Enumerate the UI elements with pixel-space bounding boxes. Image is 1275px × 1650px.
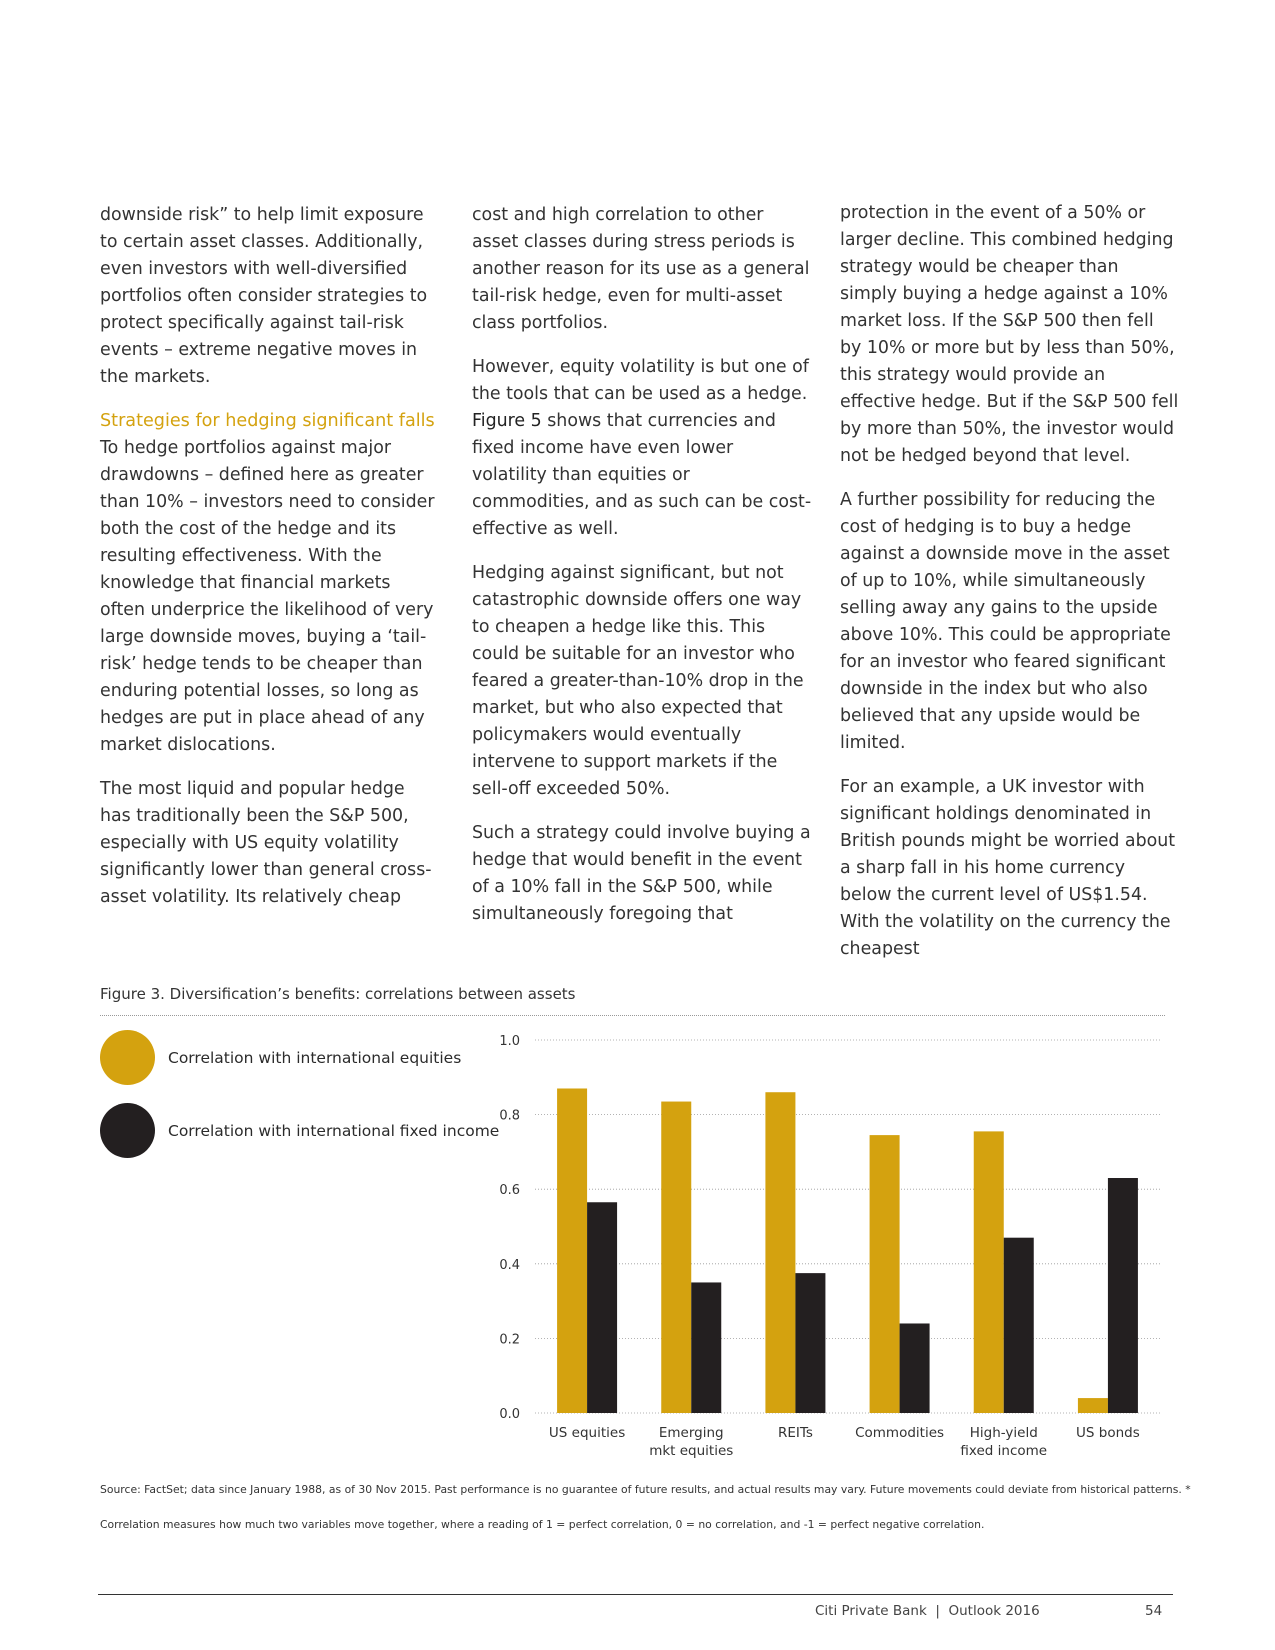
x-tick-label: Emerging xyxy=(658,1425,724,1441)
figure-title: Figure 3. Diversification’s benefits: correlations between assets xyxy=(100,985,576,1003)
page-number: 54 xyxy=(1145,1603,1163,1619)
bar xyxy=(661,1102,691,1413)
bar xyxy=(691,1282,721,1413)
legend-label: Correlation with international equities xyxy=(168,1048,462,1067)
paragraph-text: However, equity volatility is but one of the tools that can be used as a hedge. xyxy=(472,357,809,404)
paragraph: protection in the event of a 50% or larger decline. This combined hedging strategy would be cheaper than simply buying a hedge against a 10% market loss. If the S&P 500 then fell by 10% or more but by less than 50%, this strategy would provide an effective hedge. But if the S&P 500 fell by more than 50%, the investor would not be hedged beyond that level. xyxy=(840,203,1179,466)
paragraph: cost and high correlation to other asset classes during stress periods is another reason for its use as a general tail-risk hedge, even for multi-asset class portfolios. xyxy=(472,205,810,333)
y-tick-label: 0.6 xyxy=(499,1183,520,1199)
paragraph: The most liquid and popular hedge has traditionally been the S&P 500, especially with US equity volatility significantly lower than general cross-asset volatility. Its relatively cheap xyxy=(100,779,432,907)
text-column-2 xyxy=(472,202,812,945)
bar xyxy=(795,1273,825,1413)
paragraph: To hedge portfolios against major drawdowns – defined here as greater than 10% – investors need to consider both the cost of the hedge and its resulting effectiveness. With the knowledge that financial markets often underprice the likelihood of very large downside moves, buying a ‘tail-risk’ hedge tends to be cheaper than enduring potential losses, so long as hedges are put in place ahead of any market dislocations. xyxy=(100,438,435,755)
bar xyxy=(587,1202,617,1413)
paragraph xyxy=(472,354,812,543)
figure-reference-link[interactable]: Figure 5 xyxy=(472,411,542,431)
text-column-3 xyxy=(840,200,1180,980)
x-tick-label: mkt equities xyxy=(649,1443,734,1459)
section-heading: Strategies for hedging significant falls xyxy=(100,411,435,431)
x-tick-label: fixed income xyxy=(960,1443,1048,1459)
figure-divider xyxy=(100,1015,1165,1016)
bar xyxy=(1108,1178,1138,1413)
correlation-note: Correlation measures how much two variables move together, where a reading of 1 = perfect correlation, 0 = no correlation, and -1 = perfect negative correlation. xyxy=(100,1518,985,1531)
paragraph: Hedging against significant, but not catastrophic downside offers one way to cheapen a hedge like this. This could be suitable for an investor who feared a greater-than-10% drop in the market, but who also expected that policymakers would eventually intervene to support markets if the sell-off exceeded 50%. xyxy=(472,563,804,799)
x-tick-label: US equities xyxy=(548,1425,626,1441)
correlation-bar-chart xyxy=(480,1030,1170,1460)
legend-item-equities xyxy=(100,1030,461,1085)
legend-label: Correlation with international fixed income xyxy=(168,1121,500,1140)
text-column-1 xyxy=(100,202,435,928)
bar xyxy=(974,1131,1004,1413)
source-note: Source: FactSet; data since January 1988, as of 30 Nov 2015. Past performance is no guarantee of future results, and actual results may vary. Future movements could deviate from historical patterns. * xyxy=(100,1483,1191,1496)
y-tick-label: 1.0 xyxy=(499,1034,520,1049)
paragraph: Such a strategy could involve buying a hedge that would benefit in the event of a 10% fall in the S&P 500, while simultaneously foregoing that xyxy=(472,823,811,924)
paragraph: For an example, a UK investor with significant holdings denominated in British pounds might be worried about a sharp fall in his home currency below the current level of US$1.54. With the volatility on the currency the cheapest xyxy=(840,777,1176,959)
footer-divider xyxy=(98,1594,1173,1595)
legend-item-fixed-income xyxy=(100,1103,499,1158)
bar xyxy=(870,1135,900,1413)
paragraph: downside risk” to help limit exposure to certain asset classes. Additionally, even investors with well-diversified portfolios often consider strategies to protect specifically against tail-risk events – extreme negative moves in the markets. xyxy=(100,205,428,387)
x-tick-label: High-yield xyxy=(969,1425,1038,1441)
bar xyxy=(557,1088,587,1413)
x-tick-label: REITs xyxy=(777,1425,813,1441)
paragraph-text: shows that currencies and fixed income have even lower volatility than equities or commodities, and as such can be cost-effective as well. xyxy=(472,411,812,539)
bar xyxy=(1004,1238,1034,1413)
bar xyxy=(900,1323,930,1413)
legend-swatch-equities xyxy=(100,1030,155,1085)
paragraph: A further possibility for reducing the cost of hedging is to buy a hedge against a downside move in the asset of up to 10%, while simultaneously selling away any gains to the upside above 10%. This could be appropriate for an investor who feared significant downside in the index but who also believed that any upside would be limited. xyxy=(840,490,1171,753)
y-tick-label: 0.8 xyxy=(499,1108,520,1124)
bar xyxy=(765,1092,795,1413)
y-tick-label: 0.0 xyxy=(499,1407,520,1422)
y-tick-label: 0.4 xyxy=(499,1257,520,1273)
bar xyxy=(1078,1398,1108,1413)
x-tick-label: Commodities xyxy=(855,1425,945,1441)
y-tick-label: 0.2 xyxy=(499,1332,520,1348)
x-tick-label: US bonds xyxy=(1076,1425,1140,1441)
legend-swatch-fixed-income xyxy=(100,1103,155,1158)
footer-publication: Citi Private Bank | Outlook 2016 xyxy=(815,1603,1040,1619)
